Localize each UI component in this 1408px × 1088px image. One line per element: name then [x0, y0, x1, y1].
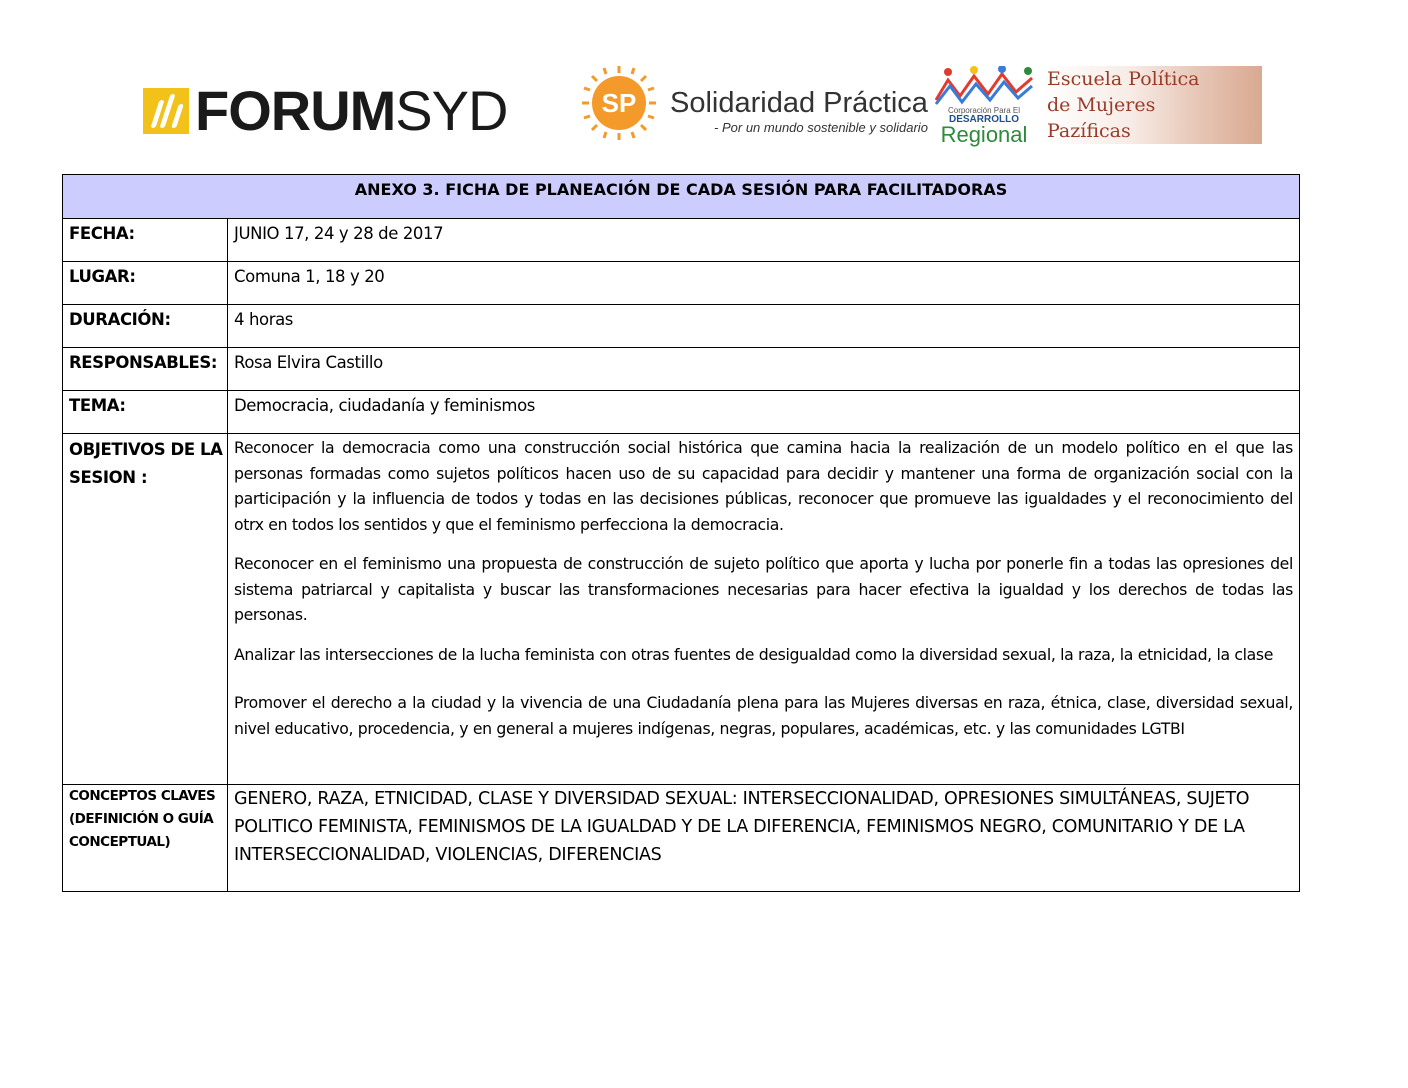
table-row-tema: [63, 391, 1300, 434]
escuela-line-1: Escuela Política: [1047, 68, 1200, 90]
conceptos-label-line-2: (DEFINICIÓN O GUÍA: [69, 811, 214, 827]
table-row-responsables: [63, 348, 1300, 391]
escuela-line-2: de Mujeres: [1047, 94, 1156, 116]
objetivo-paragraph-2: Reconocer en el feminismo una propuesta de construcción de sujeto político que aporta y lucha por ponerle fin a todas las opresiones del sistema patriarcal y capitalista y buscar las transformaciones necesarias para hacer efectiva la igualdad y los derechos de todas las personas.: [234, 554, 1293, 624]
corporacion-regional-text: Regional: [940, 122, 1028, 147]
tema-label: TEMA:: [63, 391, 228, 434]
objetivo-paragraph-1: Reconocer la democracia como una construcción social histórica que camina hacia la realización de un modelo político en el que las personas formadas como sujetos políticos hacen uso de su capacidad para decidir y mantener una forma de organización social con la participación y la influencia de todos y todas en las decisiones públicas, reconocer que promueve las igualdades y el reconocimiento del otrx en todos los sentidos y que el feminismo perfecciona la democracia.: [234, 438, 1293, 534]
tema-value: Democracia, ciudadanía y feminismos: [228, 391, 1300, 434]
fecha-label: FECHA:: [63, 219, 228, 262]
logo-bar: [0, 0, 1408, 170]
table-header-row: [63, 175, 1300, 219]
objetivo-paragraph-3: Analizar las intersecciones de la lucha feminista con otras fuentes de desigualdad como la diversidad sexual, la raza, la etnicidad, la clase: [234, 644, 1274, 664]
objetivos-label: [63, 434, 228, 785]
table-row-duracion: [63, 305, 1300, 348]
forumsyd-syd-text: SYD: [395, 79, 508, 142]
responsables-label: RESPONSABLES:: [63, 348, 228, 391]
planning-sheet-table: [62, 174, 1300, 892]
table-row-fecha: [63, 219, 1300, 262]
solidaridad-title: Solidaridad Práctica: [670, 87, 928, 119]
fecha-value: JUNIO 17, 24 y 28 de 2017: [228, 219, 1300, 262]
conceptos-label-line-3: CONCEPTUAL): [69, 834, 171, 850]
table-row-conceptos: [63, 785, 1300, 892]
objetivos-label-line-1: OBJETIVOS DE LA: [69, 440, 223, 459]
corporacion-small-text: Corporación Para El: [947, 106, 1021, 115]
table-row-lugar: [63, 262, 1300, 305]
solidaridad-logo-text: [670, 86, 928, 135]
objetivos-label-line-2: SESION :: [69, 468, 148, 487]
escuela-line-3: Pazíficas: [1047, 120, 1131, 142]
conceptos-label: [63, 785, 228, 892]
solidaridad-subtitle: - Por un mundo sostenible y solidario: [714, 120, 928, 135]
duracion-label: DURACIÓN:: [63, 305, 228, 348]
responsables-value: Rosa Elvira Castillo: [228, 348, 1300, 391]
conceptos-value: GENERO, RAZA, ETNICIDAD, CLASE Y DIVERSIDAD SEXUAL: INTERSECCIONALIDAD, OPRESIONES SIMULTÁNEAS, SUJETO POLITICO FEMINISTA, FEMINISMOS DE LA IGUALDAD Y DE LA DIFERENCIA, FEMINISMOS NEGRO, COMUNITARIO Y DE LA INTERSECCIONALIDAD, VIOLENCIAS, DIFERENCIAS: [228, 785, 1300, 892]
solidaridad-badge: SP: [601, 88, 637, 118]
forumsyd-leaf-icon: [143, 88, 189, 134]
objetivos-value: [228, 434, 1300, 785]
objetivo-paragraph-4: Promover el derecho a la ciudad y la vivencia de una Ciudadanía plena para las Mujeres diversas en raza, étnica, clase, diversidad sexual, nivel educativo, procedencia, y en general a mujeres indígenas, negras, populares, académicas, etc. y las comunidades LGTBI: [234, 693, 1293, 738]
escuela-logo-text: [1047, 66, 1199, 144]
table-row-objetivos: [63, 434, 1300, 785]
forumsyd-logo: [143, 79, 508, 142]
lugar-label: LUGAR:: [63, 262, 228, 305]
forumsyd-forum-text: FORUM: [195, 79, 396, 142]
solidaridad-sun-icon: [580, 64, 658, 142]
escuela-politica-logo: [1042, 66, 1262, 144]
corporacion-figures-icon: [932, 66, 1036, 106]
duracion-value: 4 horas: [228, 305, 1300, 348]
corporacion-desarrollo-text: DESARROLLO: [949, 114, 1019, 125]
lugar-value: Comuna 1, 18 y 20: [228, 262, 1300, 305]
corporacion-desarrollo-logo: [932, 66, 1036, 150]
conceptos-label-line-1: CONCEPTOS CLAVES: [69, 788, 216, 804]
table-title: ANEXO 3. FICHA DE PLANEACIÓN DE CADA SESIÓN PARA FACILITADORAS: [63, 175, 1300, 219]
